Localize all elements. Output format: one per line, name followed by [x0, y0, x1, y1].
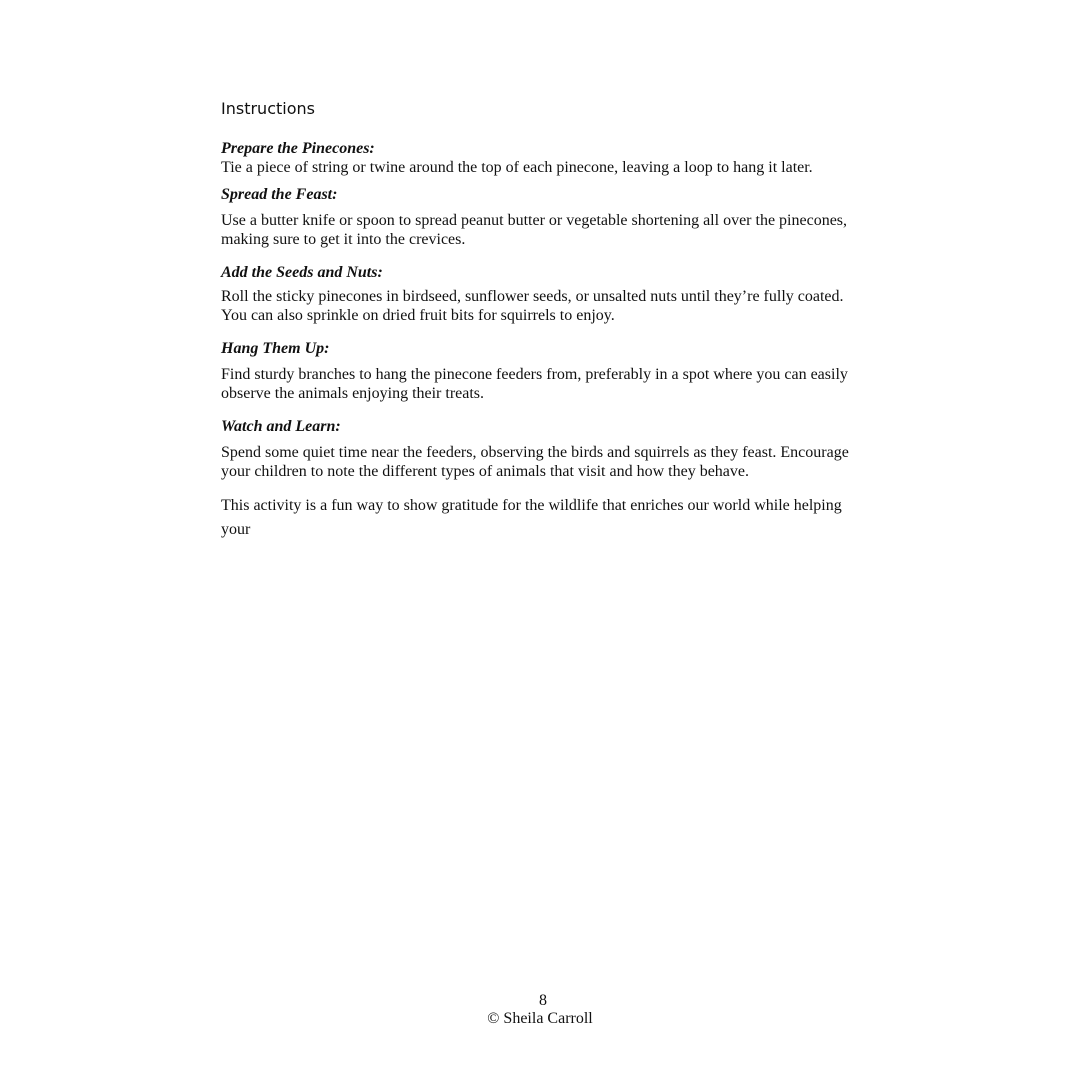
closing-paragraph: This activity is a fun way to show gratitude for the wildlife that enriches our world while helping your [221, 497, 842, 538]
step-add-seeds-nuts [221, 264, 866, 325]
copyright-notice: © Sheila Carroll [487, 1010, 593, 1027]
step-title: Hang Them Up: [221, 340, 330, 357]
step-body: Use a butter knife or spoon to spread peanut butter or vegetable shortening all over the pinecones, making sure to get it into the crevices. [221, 212, 848, 248]
page-title: Instructions [221, 99, 315, 118]
step-watch-learn [221, 418, 866, 481]
page-content [221, 96, 866, 542]
step-hang-them-up [221, 340, 866, 403]
step-body: Tie a piece of string or twine around the top of each pinecone, leaving a loop to hang it later. [221, 159, 813, 176]
page-footer [0, 992, 1080, 1028]
page-number: 8 [539, 992, 547, 1009]
step-spread-feast [221, 186, 866, 249]
step-title: Prepare the Pinecones: [221, 140, 375, 157]
step-body: Spend some quiet time near the feeders, observing the birds and squirrels as they feast. Encourage your children to note the different types of animals that visit and how they behave. [221, 444, 849, 480]
step-prepare-pinecones [221, 140, 866, 177]
step-title: Watch and Learn: [221, 418, 341, 435]
step-title: Spread the Feast: [221, 186, 338, 203]
step-body: Find sturdy branches to hang the pinecone feeders from, preferably in a spot where you can easily observe the animals enjoying their treats. [221, 366, 848, 402]
step-title: Add the Seeds and Nuts: [221, 264, 383, 281]
step-body: Roll the sticky pinecones in birdseed, sunflower seeds, or unsalted nuts until they’re fully coated. You can also sprinkle on dried fruit bits for squirrels to enjoy. [221, 288, 844, 324]
